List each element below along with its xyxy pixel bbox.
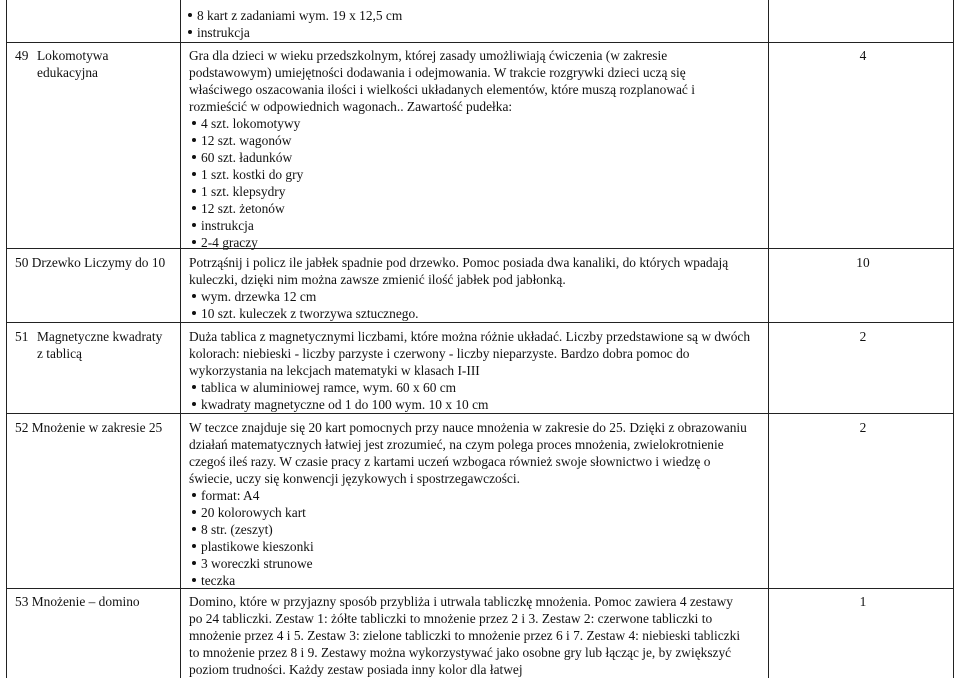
row-53-name: Mnożenie – domino — [31, 594, 140, 609]
list-item: 3 woreczki strunowe — [189, 555, 749, 572]
row-49-bullet-list — [189, 115, 747, 251]
table-divider-num-name — [180, 0, 181, 678]
row-53-description — [189, 593, 744, 678]
list-item: kwadraty magnetyczne od 1 do 100 wym. 10 x 10 cm — [189, 396, 754, 413]
row-divider-51 — [6, 413, 954, 414]
row-53-quantity: 1 — [859, 594, 867, 609]
row-52-description — [189, 419, 749, 589]
list-item: instrukcja — [189, 217, 747, 234]
row-48-description — [185, 7, 755, 41]
row-49-description — [189, 47, 747, 251]
table-border-left — [6, 0, 7, 678]
list-item: teczka — [189, 572, 749, 589]
list-item: 10 szt. kuleczek z tworzywa sztucznego. — [189, 305, 749, 322]
row-divider-48 — [6, 42, 954, 43]
row-52-name: Mnożenie w zakresie 25 — [31, 420, 163, 435]
row-50-bullet-list — [189, 288, 749, 322]
row-50-description-text: Potrząśnij i policz ile jabłek spadnie pod drzewko. Pomoc posiada dwa kanaliki, do których wpadają kuleczki, dzięki nim można zawsze zmienić ilość jabłek pod jabłonką. — [189, 255, 729, 287]
row-49-number: 49 — [15, 48, 29, 63]
list-item: 2-4 graczy — [189, 234, 747, 251]
row-51-number: 51 — [15, 329, 29, 344]
row-49-description-text: Gra dla dzieci w wieku przedszkolnym, której zasady umożliwiają ćwiczenia (w zakresie podstawowym) umiejętności dodawania i odejmowania. W trakcie rozgrywki dzieci uczą się właściwego oszacowania ilości i wielkości układanych elementów, które muszą rozplanować i rozmieścić w odpowiednich wagonach.. Zawartość pudełka: — [189, 48, 695, 114]
row-49-name-line: Lokomotywa — [37, 48, 109, 63]
table-divider-desc-qty — [768, 0, 769, 678]
row-53-number-name — [15, 593, 140, 610]
row-divider-50 — [6, 322, 954, 323]
list-item: tablica w aluminiowej ramce, wym. 60 x 60 cm — [189, 379, 754, 396]
row-52-bullet-list — [189, 487, 749, 589]
row-50-number-name — [15, 254, 165, 271]
row-48-bullet-list — [185, 7, 755, 41]
row-50-number: 50 — [15, 255, 29, 270]
row-49-quantity: 4 — [859, 48, 867, 63]
row-52-number-name — [15, 419, 162, 436]
list-item: 12 szt. żetonów — [189, 200, 747, 217]
row-51-description-text: Duża tablica z magnetycznymi liczbami, które można różnie układać. Liczby przedstawione są w dwóch kolorach: niebieski - liczby parzyste i czerwony - liczby nieparzyste. Bardzo dobra pomoc do wykorzystania na lekcjach matematyki w klasach I-III — [189, 329, 751, 378]
list-item: 8 str. (zeszyt) — [189, 521, 749, 538]
list-item: 20 kolorowych kart — [189, 504, 749, 521]
row-51-description — [189, 328, 754, 413]
row-50-name: Drzewko Liczymy do 10 — [31, 255, 166, 270]
row-52-quantity: 2 — [859, 420, 867, 435]
list-item: 1 szt. klepsydry — [189, 183, 747, 200]
row-51-name-line: z tablicą — [37, 346, 82, 361]
row-51-quantity: 2 — [859, 329, 867, 344]
row-53-number: 53 — [15, 594, 29, 609]
row-52-description-text: W teczce znajduje się 20 kart pomocnych przy nauce mnożenia w zakresie do 25. Dzięki z obrazowaniu działań matematycznych łatwiej jest zrozumieć, na czym polega proces mnożenia, zwielokrotnienie czegoś ileś razy. W czasie pracy z kartami uczeń wzbogaca również swoje słownictwo i wiedzę o świecie, uczy się konwencji językowych i spostrzegawczości. — [189, 420, 747, 486]
row-50-description — [189, 254, 749, 322]
list-item: wym. drzewka 12 cm — [189, 288, 749, 305]
row-51-name-line: Magnetyczne kwadraty — [37, 329, 163, 344]
table-border-right — [953, 0, 954, 678]
list-item: 8 kart z zadaniami wym. 19 x 12,5 cm — [185, 7, 755, 24]
list-item: instrukcja — [185, 24, 755, 41]
row-50-quantity: 10 — [856, 255, 870, 270]
list-item: 12 szt. wagonów — [189, 132, 747, 149]
list-item: plastikowe kieszonki — [189, 538, 749, 555]
list-item: 4 szt. lokomotywy — [189, 115, 747, 132]
list-item: format: A4 — [189, 487, 749, 504]
list-item: 60 szt. ładunków — [189, 149, 747, 166]
row-52-number: 52 — [15, 420, 29, 435]
row-51-name — [37, 328, 179, 362]
list-item: 1 szt. kostki do gry — [189, 166, 747, 183]
row-49-name-line: edukacyjna — [37, 65, 98, 80]
row-53-description-text: Domino, które w przyjazny sposób przybliża i utrwala tabliczkę mnożenia. Pomoc zawiera 4 zestawy po 24 tabliczki. Zestaw 1: żółte tabliczki to mnożenie przez 2 i 3. Zestaw 2: czerwone tabliczki to mnożenie przez 4 i 5. Zestaw 3: zielone tabliczki to mnożenie przez 6 i 7. Zestaw 4: niebieski tabliczki to mnożenie przez 8 i 9. Zestawy można wykorzystywać jako osobne gry lub łącząc je, by zwiększyć poziom trudności. Każdy zestaw posiada inny kolor dla łatwej — [189, 594, 741, 677]
row-49-name — [37, 47, 177, 81]
row-51-bullet-list — [189, 379, 754, 413]
